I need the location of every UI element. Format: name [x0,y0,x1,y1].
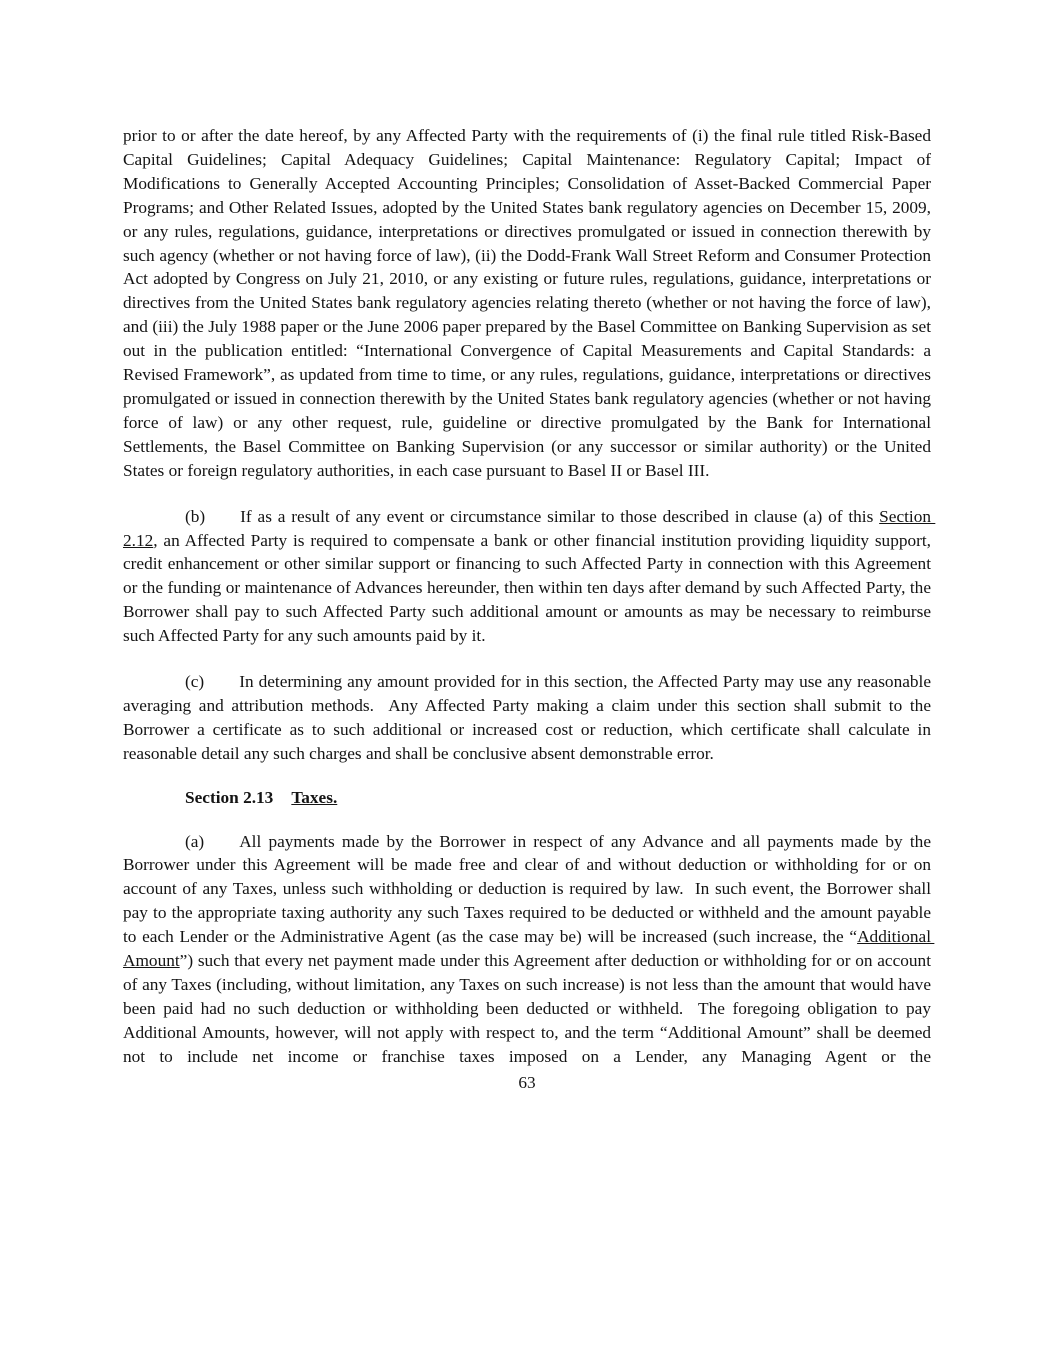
paragraph-a-label: (a) [185,831,205,851]
paragraph-b-text-post: , an Affected Party is required to compensate a bank or other financial institution providing liquidity support, credit enhancement or other similar support or financing to such Affected Party in connection with this Agreement or the funding or maintenance of Advances hereunder, then within ten days after demand by such Affected Party, the Borrower shall pay to such Affected Party such additional amount or amounts as may be necessary to reimburse such Affected Party for any such amounts paid by it. [123,530,936,646]
paragraph-c-label: (c) [185,672,205,692]
section-2-13-heading-label: Section 2.13 [185,787,274,807]
section-2-13-heading-title: Taxes. [291,787,338,807]
paragraph-a [123,830,936,1069]
paragraph-c [123,670,936,766]
paragraph-a-text-pre: All payments made by the Borrower in respect of any Advance and all payments made by the Borrower under this Agreement will be made free and clear of and without deduction or withholding for or on account of any Taxes, unless such withholding or deduction is required by law. In such event, the Borrower shall pay to the appropriate taxing authority any such Taxes required to be deducted or withheld and the amount payable to each Lender or the Administrative Agent (as the case may be) will be increased (such increase, the “ [123,831,936,947]
section-2-12-reference: Section 2.12 [123,506,936,550]
paragraph-a-text-post: ”) such that every net payment made under this Agreement after deduction or withholding for or on account of any Taxes (including, without limitation, any Taxes on such increase) is not less than the amount that would have been paid had no such deduction or withholding been deducted or withheld. The foregoing obligation to pay Additional Amounts, however, will not apply with respect to, and the term “Additional Amount” shall be deemed not to include net income or franchise taxes imposed on a Lender, any Managing Agent or the [123,951,936,1066]
paragraph-b-text-pre: If as a result of any event or circumstance similar to those described in clause (a) of this [240,506,880,526]
paragraph-continuation: prior to or after the date hereof, by any Affected Party with the requirements of (i) the final rule titled Risk-Based Capital Guidelines; Capital Adequacy Guidelines; Capital Maintenance: Regulatory Capital; Impact of Modifications to Generally Accepted Accounting Principles; Consolidation of Asset-Backed Commercial Paper Programs; and Other Related Issues, adopted by the United States bank regulatory agencies on December 15, 2009, or any rules, regulations, guidance, interpretations or directives promulgated or issued in connection therewith by such agency (whether or not having force of law), (ii) the Dodd-Frank Wall Street Reform and Consumer Protection Act adopted by Congress on July 21, 2010, or any existing or future rules, regulations, guidance, interpretations or directives from the United States bank regulatory agencies relating thereto (whether or not having the force of law), and (iii) the July 1988 paper or the June 2006 paper prepared by the Basel Committee on Banking Supervision as set out in the publication entitled: “International Convergence of Capital Measurements and Capital Standards: a Revised Framework”, as updated from time to time, or any rules, regulations, guidance, interpretations or directives promulgated or issued in connection therewith by the United States bank regulatory agencies (whether or not having force of law) or any other request, rule, guideline or directive promulgated by the Bank for International Settlements, the Basel Committee on Banking Supervision (or any successor or similar authority) or the United States or foreign regulatory authorities, in each case pursuant to Basel II or Basel III. [123,126,936,480]
paragraph-b-label: (b) [185,506,206,526]
additional-amount-term: Additional Amount [123,927,935,971]
paragraph-c-text: In determining any amount provided for in this section, the Affected Party may use any reasonable averaging and attribution methods. Any Affected Party making a claim under this section shall submit to the Borrower a certificate as to such additional or increased cost or reduction, which certificate shall calculate in reasonable detail any such charges and shall be conclusive absent demonstrable error. [123,672,936,763]
page-number: 63 [518,1072,536,1092]
section-2-13-heading [185,786,931,810]
paragraph-b [123,505,936,648]
